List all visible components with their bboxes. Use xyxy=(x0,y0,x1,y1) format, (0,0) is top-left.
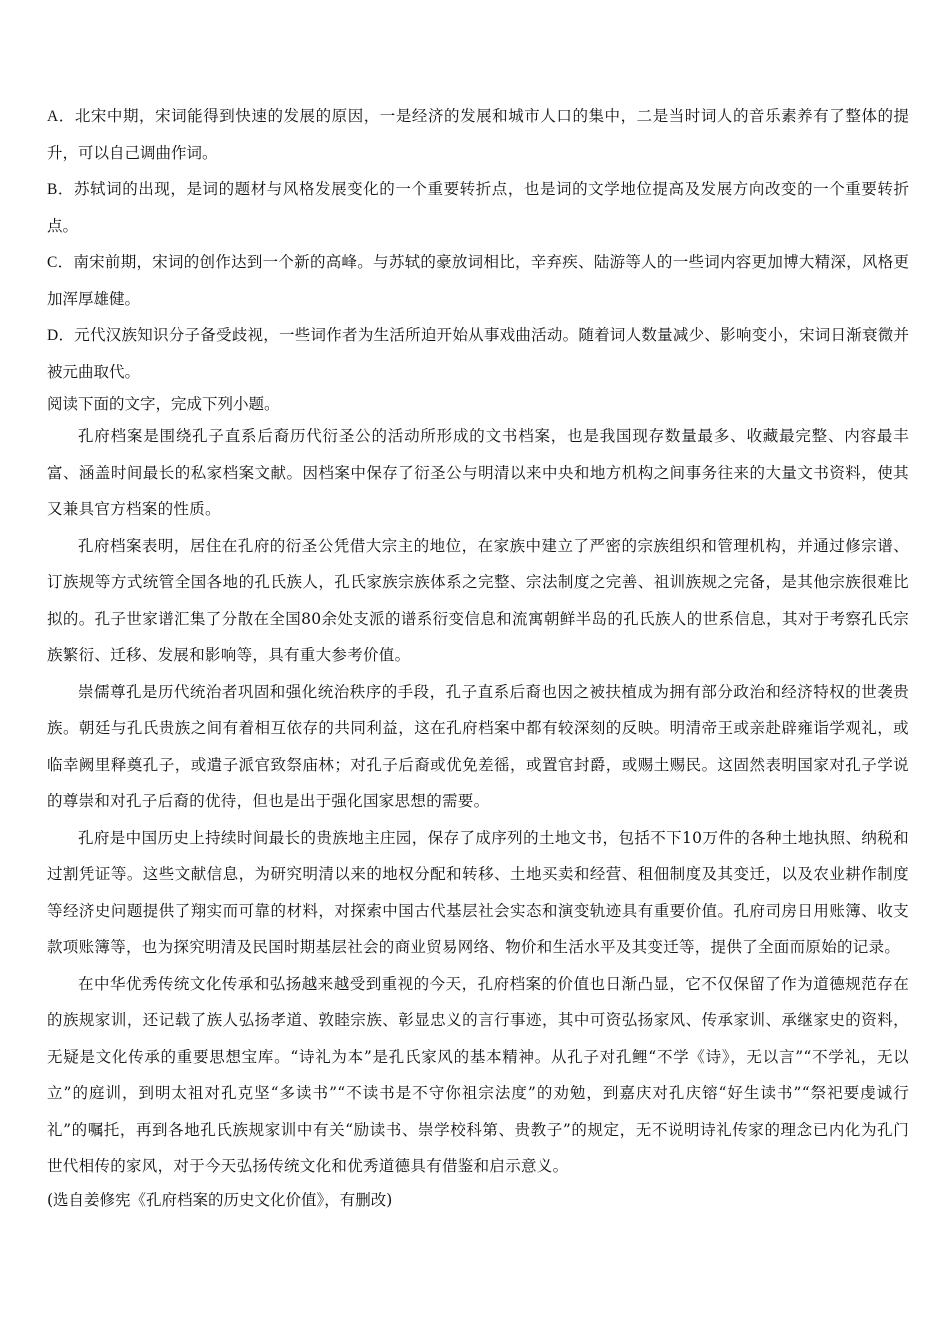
reading-instruction: 阅读下面的文字，完成下列小题。 xyxy=(47,395,280,413)
passage-paragraph-2: 孔府档案表明，居住在孔府的衍圣公凭借大宗主的地位，在家族中建立了严密的宗族组织和管理机构，并通过修宗谱、订族规等方式统管全国各地的孔氏族人，孔氏家族宗族体系之完整、宗法制度之完善、祖训族规之完备，是其他宗族很难比拟的。孔子世家谱汇集了分散在全国80余处支派的谱系衍变信息和流寓朝鲜半岛的孔氏族人的世系信息，其对于考察孔氏宗族繁衍、迁移、发展和影响等，具有重大参考价值。 xyxy=(47,536,909,664)
option-a xyxy=(47,98,909,171)
option-c xyxy=(47,244,909,317)
option-a-letter: A． xyxy=(47,108,75,125)
document-page xyxy=(47,98,909,1215)
source-citation: (选自姜修宪《孔府档案的历史文化价值》，有删改) xyxy=(47,1190,393,1209)
passage-paragraph-4: 孔府是中国历史上持续时间最长的贵族地主庄园，保存了成序列的土地文书，包括不下10万件的各种土地执照、纳税和过割凭证等。这些文献信息，为研究明清以来的地权分配和转移、土地买卖和经营、租佃制度及其变迁，以及农业耕作制度等经济史问题提供了翔实而可靠的材料，对探索中国古代基层社会实态和演变轨迹具有重要价值。孔府司房日用账簿、收支款项账簿等，也为探究明清及民国时期基层社会的商业贸易网络、物价和生活水平及其变迁等，提供了全面而原始的记录。 xyxy=(47,828,909,956)
passage-paragraph-3: 崇儒尊孔是历代统治者巩固和强化统治秩序的手段，孔子直系后裔也因之被扶植成为拥有部分政治和经济特权的世袭贵族。朝廷与孔氏贵族之间有着相互依存的共同利益，这在孔府档案中都有较深刻的反映。明清帝王或亲赴辟雍诣学观礼，或临幸阙里释奠孔子，或遣子派官致祭庙林；对孔子后裔或优免差徭，或置官封爵，或赐土赐民。这固然表明国家对孔子学说的尊崇和对孔子后裔的优待，但也是出于强化国家思想的需要。 xyxy=(47,682,909,810)
option-b xyxy=(47,171,909,244)
option-b-letter: B． xyxy=(47,181,74,198)
option-b-text: 苏轼词的出现，是词的题材与风格发展变化的一个重要转折点，也是词的文学地位提高及发展方向改变的一个重要转折点。 xyxy=(47,180,909,235)
option-d xyxy=(47,317,909,390)
passage-paragraph-1: 孔府档案是围绕孔子直系后裔历代衍圣公的活动所形成的文书档案，也是我国现存数量最多、收藏最完整、内容最丰富、涵盖时间最长的私家档案文献。因档案中保存了衍圣公与明清以来中央和地方机构之间事务往来的大量文书资料，使其又兼具官方档案的性质。 xyxy=(47,427,909,518)
option-c-letter: C． xyxy=(47,254,74,271)
option-d-letter: D． xyxy=(47,327,75,344)
option-c-text: 南宋前期，宋词的创作达到一个新的高峰。与苏轼的豪放词相比，辛弃疾、陆游等人的一些词内容更加博大精深，风格更加浑厚雄健。 xyxy=(47,253,909,308)
option-a-text: 北宋中期，宋词能得到快速的发展的原因，一是经济的发展和城市人口的集中，二是当时词人的音乐素养有了整体的提升，可以自己调曲作词。 xyxy=(47,107,909,162)
option-d-text: 元代汉族知识分子备受歧视，一些词作者为生活所迫开始从事戏曲活动。随着词人数量减少、影响变小，宋词日渐衰微并被元曲取代。 xyxy=(47,326,909,381)
passage-paragraph-5: 在中华优秀传统文化传承和弘扬越来越受到重视的今天，孔府档案的价值也日渐凸显，它不仅保留了作为道德规范存在的族规家训，还记载了族人弘扬孝道、敦睦宗族、彰显忠义的言行事迹，其中可资弘扬家风、传承家训、承继家史的资料，无疑是文化传承的重要思想宝库。“诗礼为本”是孔氏家风的基本精神。从孔子对孔鲤“不学《诗》，无以言”“不学礼，无以立”的庭训，到明太祖对孔克坚“多读书”“不读书是不守你祖宗法度”的劝勉，到嘉庆对孔庆镕“好生读书”“祭祀要虔诚行礼”的嘱托，再到各地孔氏族规家训中有关“励读书、崇学校科第、贵教子”的规定，无不说明诗礼传家的理念已内化为孔门世代相传的家风，对于今天弘扬传统文化和优秀道德具有借鉴和启示意义。 xyxy=(47,974,909,1175)
